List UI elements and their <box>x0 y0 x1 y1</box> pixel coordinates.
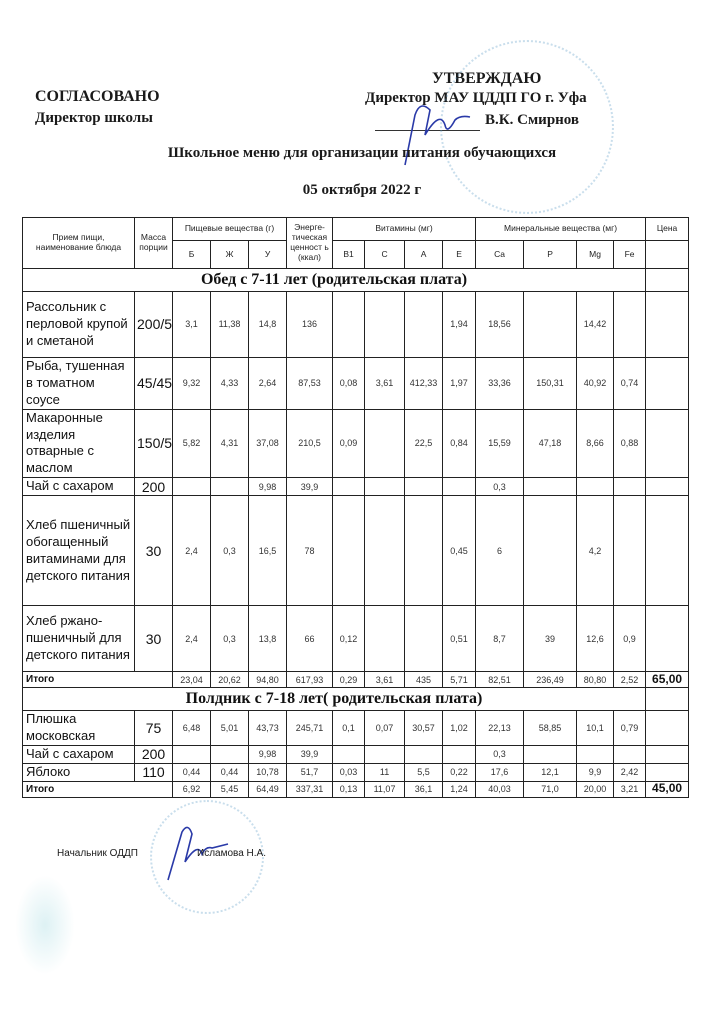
value-kcal: 39,9 <box>287 478 333 496</box>
value-b <box>173 478 211 496</box>
total-p: 236,49 <box>524 672 577 688</box>
total-zh: 20,62 <box>211 672 249 688</box>
value-mg: 12,6 <box>577 606 614 672</box>
lunch-rows <box>23 292 689 688</box>
table-row <box>23 292 689 358</box>
value-b1: 0,08 <box>333 358 365 410</box>
section-price-empty <box>646 269 689 292</box>
value-u: 16,5 <box>249 496 287 606</box>
value-b: 3,1 <box>173 292 211 358</box>
value-fe <box>614 746 646 764</box>
value-ca: 8,7 <box>476 606 524 672</box>
section-title-lunch: Обед с 7-11 лет (родительская плата) <box>23 269 646 292</box>
header-row-1 <box>23 218 689 241</box>
value-zh: 4,31 <box>211 409 249 478</box>
header-price: Цена <box>646 218 689 241</box>
value-mg: 10,1 <box>577 711 614 746</box>
dish-name: Яблоко <box>23 763 135 781</box>
value-e: 1,02 <box>443 711 476 746</box>
total-c: 3,61 <box>365 672 405 688</box>
value-kcal: 78 <box>287 496 333 606</box>
table-row <box>23 711 689 746</box>
value-c <box>365 746 405 764</box>
value-kcal: 66 <box>287 606 333 672</box>
value-e: 0,84 <box>443 409 476 478</box>
total-mg: 80,80 <box>577 672 614 688</box>
dish-name: Хлеб ржано-пшеничный для детского питания <box>23 606 135 672</box>
header-meal: Прием пищи, наименование блюда <box>23 218 135 269</box>
total-kcal: 337,31 <box>287 781 333 797</box>
header-b1: B1 <box>333 241 365 269</box>
total-price: 45,00 <box>646 781 689 797</box>
value-b: 6,48 <box>173 711 211 746</box>
value-a: 5,5 <box>405 763 443 781</box>
dish-name: Хлеб пшеничный обогащенный витаминами для детского питания <box>23 496 135 606</box>
total-b1: 0,13 <box>333 781 365 797</box>
value-a <box>405 478 443 496</box>
table-row <box>23 606 689 672</box>
value-u: 2,64 <box>249 358 287 410</box>
value-b1: 0,09 <box>333 409 365 478</box>
dish-price <box>646 711 689 746</box>
dish-price <box>646 409 689 478</box>
dish-mass: 75 <box>135 711 173 746</box>
value-u: 9,98 <box>249 746 287 764</box>
value-u: 9,98 <box>249 478 287 496</box>
total-e: 1,24 <box>443 781 476 797</box>
total-b: 6,92 <box>173 781 211 797</box>
value-p <box>524 292 577 358</box>
table-row <box>23 763 689 781</box>
snack-rows <box>23 711 689 798</box>
section-row <box>23 688 689 711</box>
footer-name: Исламова Н.А. <box>197 848 267 859</box>
value-zh: 5,01 <box>211 711 249 746</box>
header-nutrients: Пищевые вещества (г) <box>173 218 287 241</box>
value-ca: 17,6 <box>476 763 524 781</box>
total-price: 65,00 <box>646 672 689 688</box>
total-u: 64,49 <box>249 781 287 797</box>
dish-price <box>646 478 689 496</box>
header-vitamins: Витамины (мг) <box>333 218 476 241</box>
dish-name: Рассольник с перловой крупой и сметаной <box>23 292 135 358</box>
value-ca: 18,56 <box>476 292 524 358</box>
header-p: P <box>524 241 577 269</box>
value-c: 0,07 <box>365 711 405 746</box>
approved-position: Директор МАУ ЦДДП ГО г. Уфа <box>365 90 587 106</box>
header-mg: Mg <box>577 241 614 269</box>
value-b1: 0,03 <box>333 763 365 781</box>
total-c: 11,07 <box>365 781 405 797</box>
dish-name: Макаронные изделия отварные с маслом <box>23 409 135 478</box>
value-p: 12,1 <box>524 763 577 781</box>
dish-mass: 200/5 <box>135 292 173 358</box>
section-title-snack: Полдник с 7-18 лет( родительская плата) <box>23 688 646 711</box>
dish-mass: 150/5 <box>135 409 173 478</box>
value-ca: 15,59 <box>476 409 524 478</box>
value-b <box>173 746 211 764</box>
approved-title: УТВЕРЖДАЮ <box>432 70 542 87</box>
value-fe <box>614 478 646 496</box>
header-minerals: Минеральные вещества (мг) <box>476 218 646 241</box>
value-b: 9,32 <box>173 358 211 410</box>
value-a <box>405 606 443 672</box>
value-u: 10,78 <box>249 763 287 781</box>
value-kcal: 245,71 <box>287 711 333 746</box>
value-kcal: 39,9 <box>287 746 333 764</box>
value-a: 22,5 <box>405 409 443 478</box>
dish-price <box>646 496 689 606</box>
total-label: Итого <box>23 781 173 797</box>
header-zh: Ж <box>211 241 249 269</box>
value-ca: 6 <box>476 496 524 606</box>
value-b1 <box>333 478 365 496</box>
value-p: 39 <box>524 606 577 672</box>
table-row <box>23 478 689 496</box>
value-fe <box>614 292 646 358</box>
value-a <box>405 746 443 764</box>
table-row <box>23 496 689 606</box>
value-fe: 2,42 <box>614 763 646 781</box>
value-mg: 40,92 <box>577 358 614 410</box>
value-kcal: 51,7 <box>287 763 333 781</box>
value-kcal: 210,5 <box>287 409 333 478</box>
value-mg: 14,42 <box>577 292 614 358</box>
header-b: Б <box>173 241 211 269</box>
total-label: Итого <box>23 672 173 688</box>
total-fe: 3,21 <box>614 781 646 797</box>
value-ca: 0,3 <box>476 478 524 496</box>
value-zh: 11,38 <box>211 292 249 358</box>
dish-price <box>646 763 689 781</box>
total-e: 5,71 <box>443 672 476 688</box>
value-a <box>405 292 443 358</box>
value-b1: 0,12 <box>333 606 365 672</box>
value-b: 5,82 <box>173 409 211 478</box>
header-price-empty <box>646 241 689 269</box>
value-zh: 0,3 <box>211 496 249 606</box>
table-row <box>23 358 689 410</box>
value-c <box>365 292 405 358</box>
value-u: 37,08 <box>249 409 287 478</box>
total-ca: 82,51 <box>476 672 524 688</box>
value-zh: 0,44 <box>211 763 249 781</box>
dish-price <box>646 358 689 410</box>
stamp-smudge <box>15 875 75 975</box>
value-e <box>443 478 476 496</box>
table-row <box>23 746 689 764</box>
dish-mass: 200 <box>135 746 173 764</box>
header-a: A <box>405 241 443 269</box>
value-c <box>365 496 405 606</box>
value-p: 47,18 <box>524 409 577 478</box>
value-p <box>524 746 577 764</box>
value-u: 43,73 <box>249 711 287 746</box>
value-p: 150,31 <box>524 358 577 410</box>
total-fe: 2,52 <box>614 672 646 688</box>
dish-name: Рыба, тушенная в томатном соусе <box>23 358 135 410</box>
total-kcal: 617,93 <box>287 672 333 688</box>
total-b1: 0,29 <box>333 672 365 688</box>
total-p: 71,0 <box>524 781 577 797</box>
dish-mass: 110 <box>135 763 173 781</box>
value-ca: 0,3 <box>476 746 524 764</box>
value-u: 13,8 <box>249 606 287 672</box>
signature-icon <box>385 95 475 175</box>
dish-price <box>646 606 689 672</box>
value-b1 <box>333 746 365 764</box>
approved-name: В.К. Смирнов <box>485 112 580 128</box>
value-e: 0,51 <box>443 606 476 672</box>
value-b1 <box>333 496 365 606</box>
value-zh <box>211 478 249 496</box>
value-zh: 0,3 <box>211 606 249 672</box>
value-kcal: 136 <box>287 292 333 358</box>
agreed-title: СОГЛАСОВАНО <box>35 88 160 105</box>
value-e: 0,45 <box>443 496 476 606</box>
section-price-empty <box>646 688 689 711</box>
header-fe: Fe <box>614 241 646 269</box>
value-kcal: 87,53 <box>287 358 333 410</box>
value-mg <box>577 746 614 764</box>
value-zh: 4,33 <box>211 358 249 410</box>
total-b: 23,04 <box>173 672 211 688</box>
value-e <box>443 746 476 764</box>
value-a: 412,33 <box>405 358 443 410</box>
value-b: 0,44 <box>173 763 211 781</box>
value-b: 2,4 <box>173 606 211 672</box>
value-mg <box>577 478 614 496</box>
document-title: Школьное меню для организации питания обучающихся <box>167 145 557 161</box>
value-mg: 8,66 <box>577 409 614 478</box>
value-b1 <box>333 292 365 358</box>
value-c <box>365 478 405 496</box>
value-e: 0,22 <box>443 763 476 781</box>
dish-name: Чай с сахаром <box>23 478 135 496</box>
value-fe: 0,74 <box>614 358 646 410</box>
total-a: 435 <box>405 672 443 688</box>
value-zh <box>211 746 249 764</box>
value-e: 1,97 <box>443 358 476 410</box>
total-a: 36,1 <box>405 781 443 797</box>
dish-price <box>646 292 689 358</box>
menu-table <box>22 217 689 798</box>
value-e: 1,94 <box>443 292 476 358</box>
value-c: 3,61 <box>365 358 405 410</box>
footer-position: Начальник ОДДП <box>57 848 138 859</box>
total-row <box>23 781 689 797</box>
agreed-position: Директор школы <box>35 110 153 126</box>
section-row <box>23 269 689 292</box>
value-c: 11 <box>365 763 405 781</box>
dish-name: Плюшка московская <box>23 711 135 746</box>
header-ca: Ca <box>476 241 524 269</box>
dish-mass: 30 <box>135 496 173 606</box>
total-ca: 40,03 <box>476 781 524 797</box>
value-fe <box>614 496 646 606</box>
table-row <box>23 409 689 478</box>
value-a: 30,57 <box>405 711 443 746</box>
total-mg: 20,00 <box>577 781 614 797</box>
value-mg: 4,2 <box>577 496 614 606</box>
dish-name: Чай с сахаром <box>23 746 135 764</box>
value-c <box>365 606 405 672</box>
header-u: У <box>249 241 287 269</box>
value-fe: 0,88 <box>614 409 646 478</box>
value-ca: 33,36 <box>476 358 524 410</box>
value-u: 14,8 <box>249 292 287 358</box>
dish-mass: 45/45 <box>135 358 173 410</box>
value-c <box>365 409 405 478</box>
document-date: 05 октября 2022 г <box>302 182 422 198</box>
dish-price <box>646 746 689 764</box>
value-p: 58,85 <box>524 711 577 746</box>
dish-mass: 30 <box>135 606 173 672</box>
total-row <box>23 672 689 688</box>
value-p <box>524 478 577 496</box>
header-e: E <box>443 241 476 269</box>
value-a <box>405 496 443 606</box>
value-ca: 22,13 <box>476 711 524 746</box>
value-fe: 0,79 <box>614 711 646 746</box>
value-p <box>524 496 577 606</box>
total-zh: 5,45 <box>211 781 249 797</box>
value-fe: 0,9 <box>614 606 646 672</box>
header-mass: Масса порции <box>135 218 173 269</box>
value-b1: 0,1 <box>333 711 365 746</box>
value-mg: 9,9 <box>577 763 614 781</box>
total-u: 94,80 <box>249 672 287 688</box>
dish-mass: 200 <box>135 478 173 496</box>
header-energy: Энерге-тическая ценност ь (ккал) <box>287 218 333 269</box>
header-c: C <box>365 241 405 269</box>
value-b: 2,4 <box>173 496 211 606</box>
